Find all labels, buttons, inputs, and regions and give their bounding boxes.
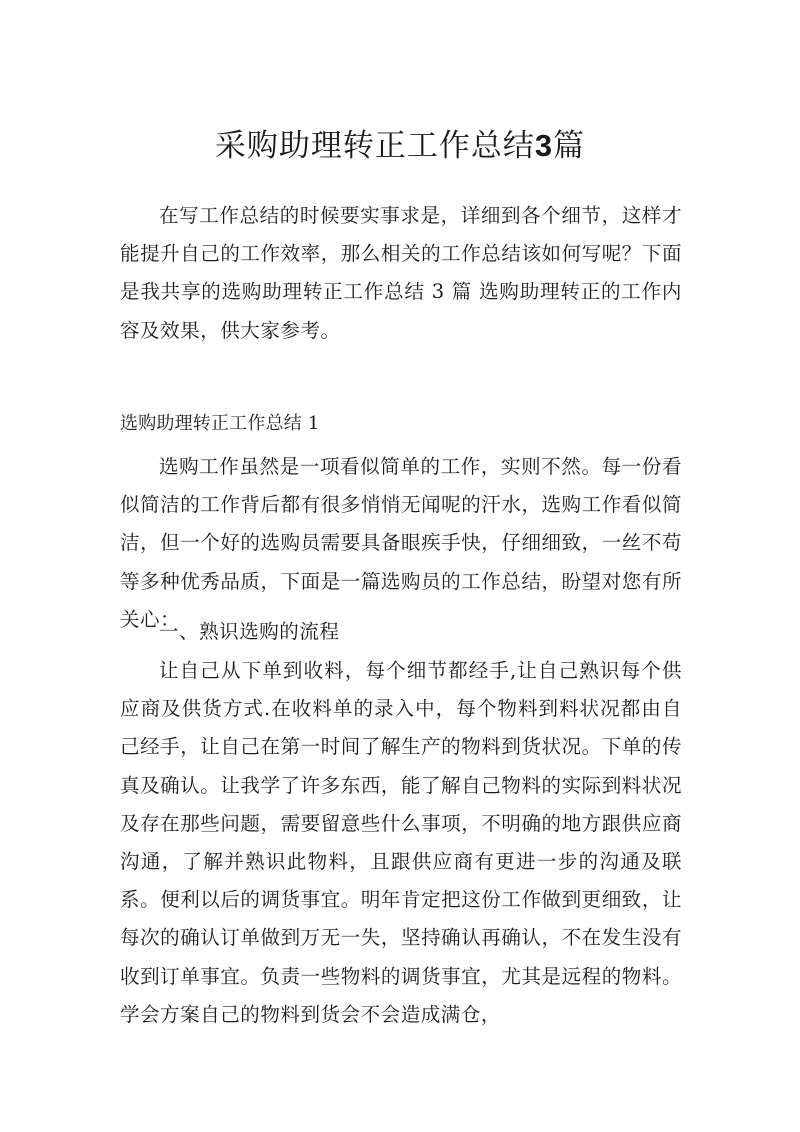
body-paragraph-1: 选购工作虽然是一项看似简单的工作，实则不然。每一份看似简洁的工作背后都有很多悄悄无闻呢的汗水，选购工作看似简洁，但一个好的选购员需要具备眼疾手快，仔细细致，一丝不苟等多种优秀品质，下面是一篇选购员的工作总结，盼望对您有所关心： xyxy=(120,455,682,631)
section-heading-1: 一、熟识选购的流程 xyxy=(159,620,340,643)
title-text: 采购助理转正工作总结 xyxy=(214,128,535,164)
body-paragraph-2: 让自己从下单到收料，每个细节都经手,让自己熟识每个供应商及供货方式.在收料单的录入中，每个物料到料状况都由自己经手，让自己在第一时间了解生产的物料到货状况。下单的传真及确认。让我学了许多东西，能了解自己物料的实际到料状况及存在那些问题，需要留意些什么事项，不明确的地方跟供应商沟通，了解并熟识此物料，且跟供应商有更进一步的沟通及联系。便利以后的调货事宜。明年肯定把这份工作做到更细致，让每次的确认订单做到万无一失，坚持确认再确认，不在发生没有收到订单事宜。负责一些物料的调货事宜，尤其是远程的物料。学会方案自己的物料到货会不会造成满仓， xyxy=(120,659,682,1026)
title-suffix: 篇 xyxy=(553,128,586,164)
section-subtitle: 选购助理转正工作总结 1 xyxy=(120,413,320,434)
document-title xyxy=(0,124,800,168)
intro-paragraph: 在写工作总结的时候要实事求是，详细到各个细节，这样才能提升自己的工作效率，那么相关的工作总结该如何写呢？下面是我共享的选购助理转正工作总结 3 篇 选购助理转正的工作内容及效果，供大家参考。 xyxy=(120,204,682,342)
title-number: 3 xyxy=(534,128,554,163)
